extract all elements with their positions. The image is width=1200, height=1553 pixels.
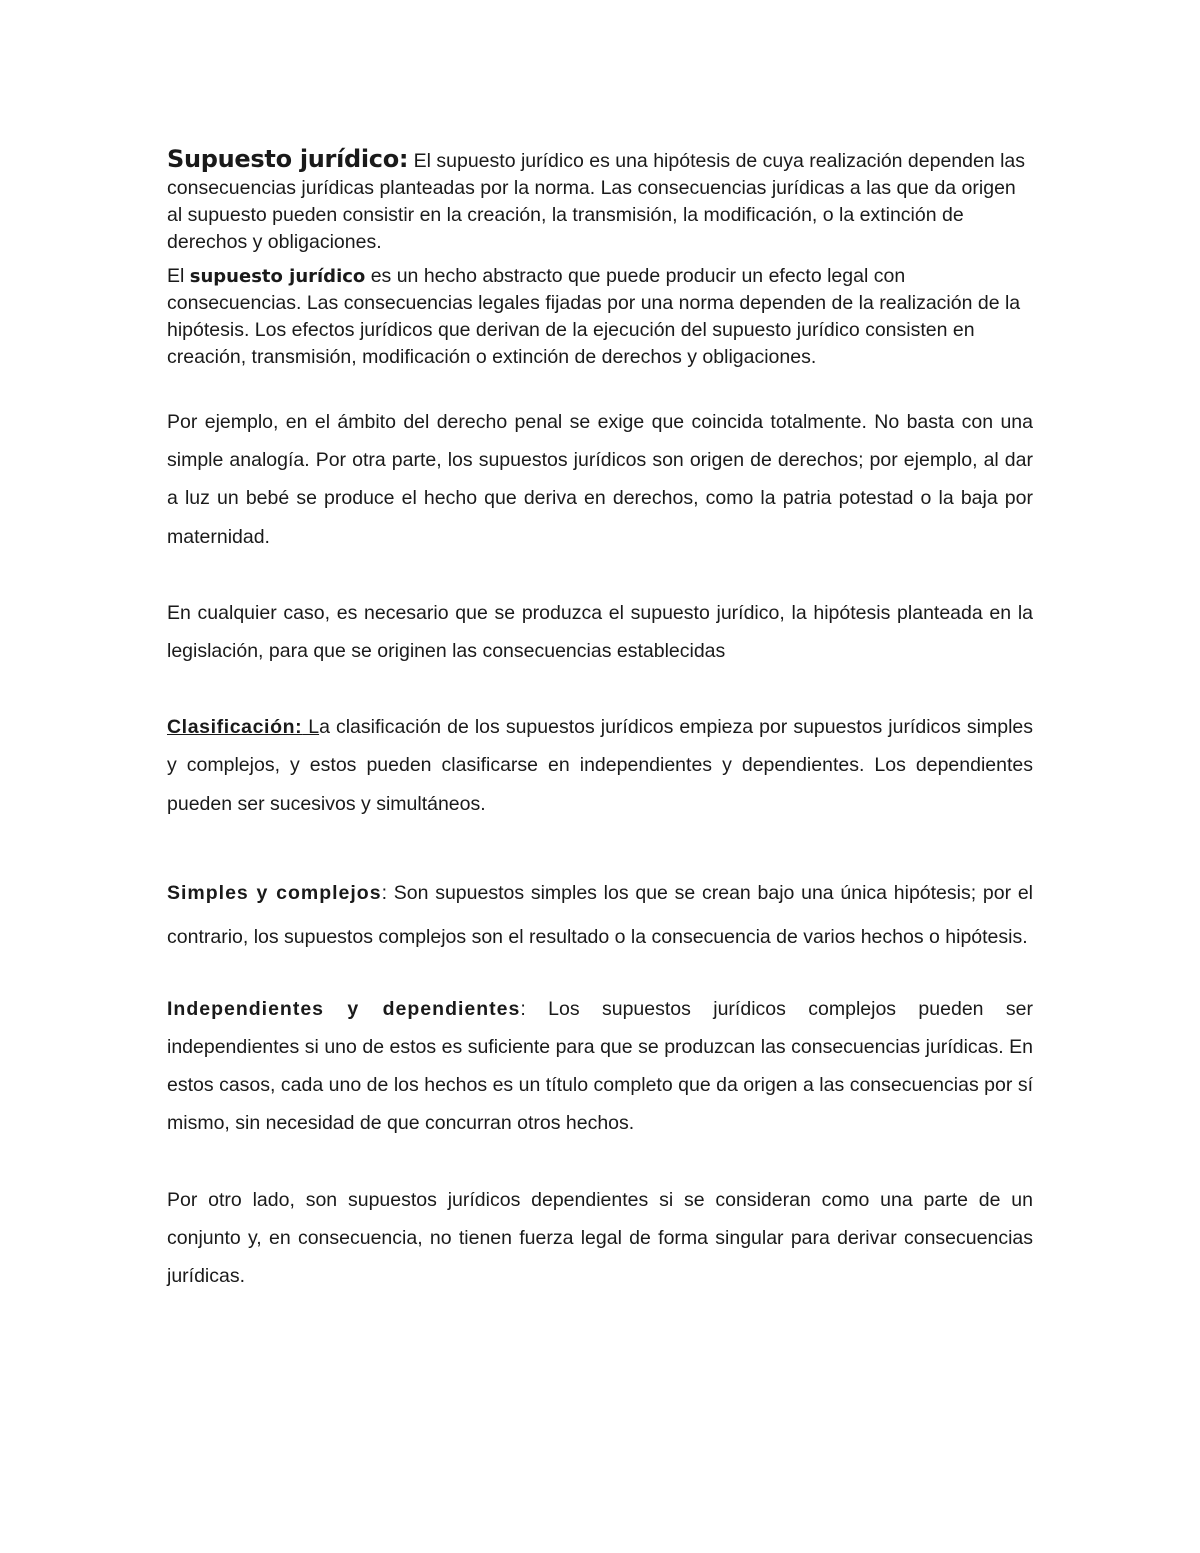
- paragraph-classification: [167, 708, 1033, 823]
- bold-term: supuesto jurídico: [189, 266, 366, 287]
- paragraph-text: El supuesto jurídico es una hipótesis de cuya realización dependen las consecuencias jurídicas planteadas por la norma. Las consecuencias jurídicas a las que da origen al supuesto pueden consistir en la creación, la transmisión, la modificación, o la extinción de derechos y obligaciones.: [167, 150, 1026, 253]
- paragraph-text: Por ejemplo, en el ámbito del derecho penal se exige que coincida totalmente. No basta con una simple analogía. Por otra parte, los supuestos jurídicos son origen de derechos; por ejemplo, al dar a luz un bebé se produce el hecho que deriva en derechos, como la patria potestad o la baja por maternidad.: [167, 411, 1033, 548]
- paragraph-dependent: [167, 1181, 1033, 1296]
- paragraph-prefix: El: [167, 265, 190, 287]
- paragraph-text: : Los supuestos jurídicos complejos pueden ser independientes si uno de estos es suficiente para que se produzcan las consecuencias jurídicas. En estos casos, cada uno de los hechos es un título completo que da origen a las consecuencias por sí mismo, sin necesidad de que concurran otros hechos.: [167, 997, 1033, 1135]
- paragraph-text: En cualquier caso, es necesario que se produzca el supuesto jurídico, la hipótesis planteada en la legislación, para que se originen las consecuencias establecidas: [167, 601, 1033, 663]
- paragraph-text: : Son supuestos simples los que se crean bajo una única hipótesis; por el contrario, los supuestos complejos son el resultado o la consecuencia de varios hechos o hipótesis.: [167, 881, 1034, 949]
- paragraph-text: a clasificación de los supuestos jurídicos empieza por supuestos jurídicos simples y complejos, y estos pueden clasificarse en independientes y dependientes. Los dependientes pueden ser sucesivos y simultáneos.: [167, 716, 1034, 815]
- independent-dependent-heading: Independientes y dependientes: [167, 997, 521, 1020]
- paragraph-example: [167, 403, 1033, 556]
- paragraph-necessity: [167, 594, 1033, 670]
- paragraph-abstract-fact: [167, 263, 1033, 371]
- section-title: Supuesto jurídico:: [167, 145, 409, 173]
- paragraph-simple-complex: [167, 871, 1033, 960]
- classification-heading: Clasificación:: [167, 716, 303, 739]
- paragraph-text: es un hecho abstracto que puede producir un efecto legal con consecuencias. Las consecuencias legales fijadas por una norma dependen de la realización de la hipótesis. Los efectos jurídicos que derivan de la ejecución del supuesto jurídico consisten en creación, transmisión, modificación o extinción de derechos y obligaciones.: [167, 265, 1021, 368]
- paragraph-definition: [167, 146, 1033, 256]
- document-body: [167, 146, 1033, 1295]
- paragraph-independent-dependent: [167, 990, 1033, 1143]
- simple-complex-heading: Simples y complejos: [167, 881, 382, 904]
- paragraph-text: Por otro lado, son supuestos jurídicos dependientes si se consideran como una parte de un conjunto y, en consecuencia, no tienen fuerza legal de forma singular para derivar consecuencias jurídicas.: [167, 1188, 1033, 1288]
- underlined-fragment: L: [302, 716, 320, 739]
